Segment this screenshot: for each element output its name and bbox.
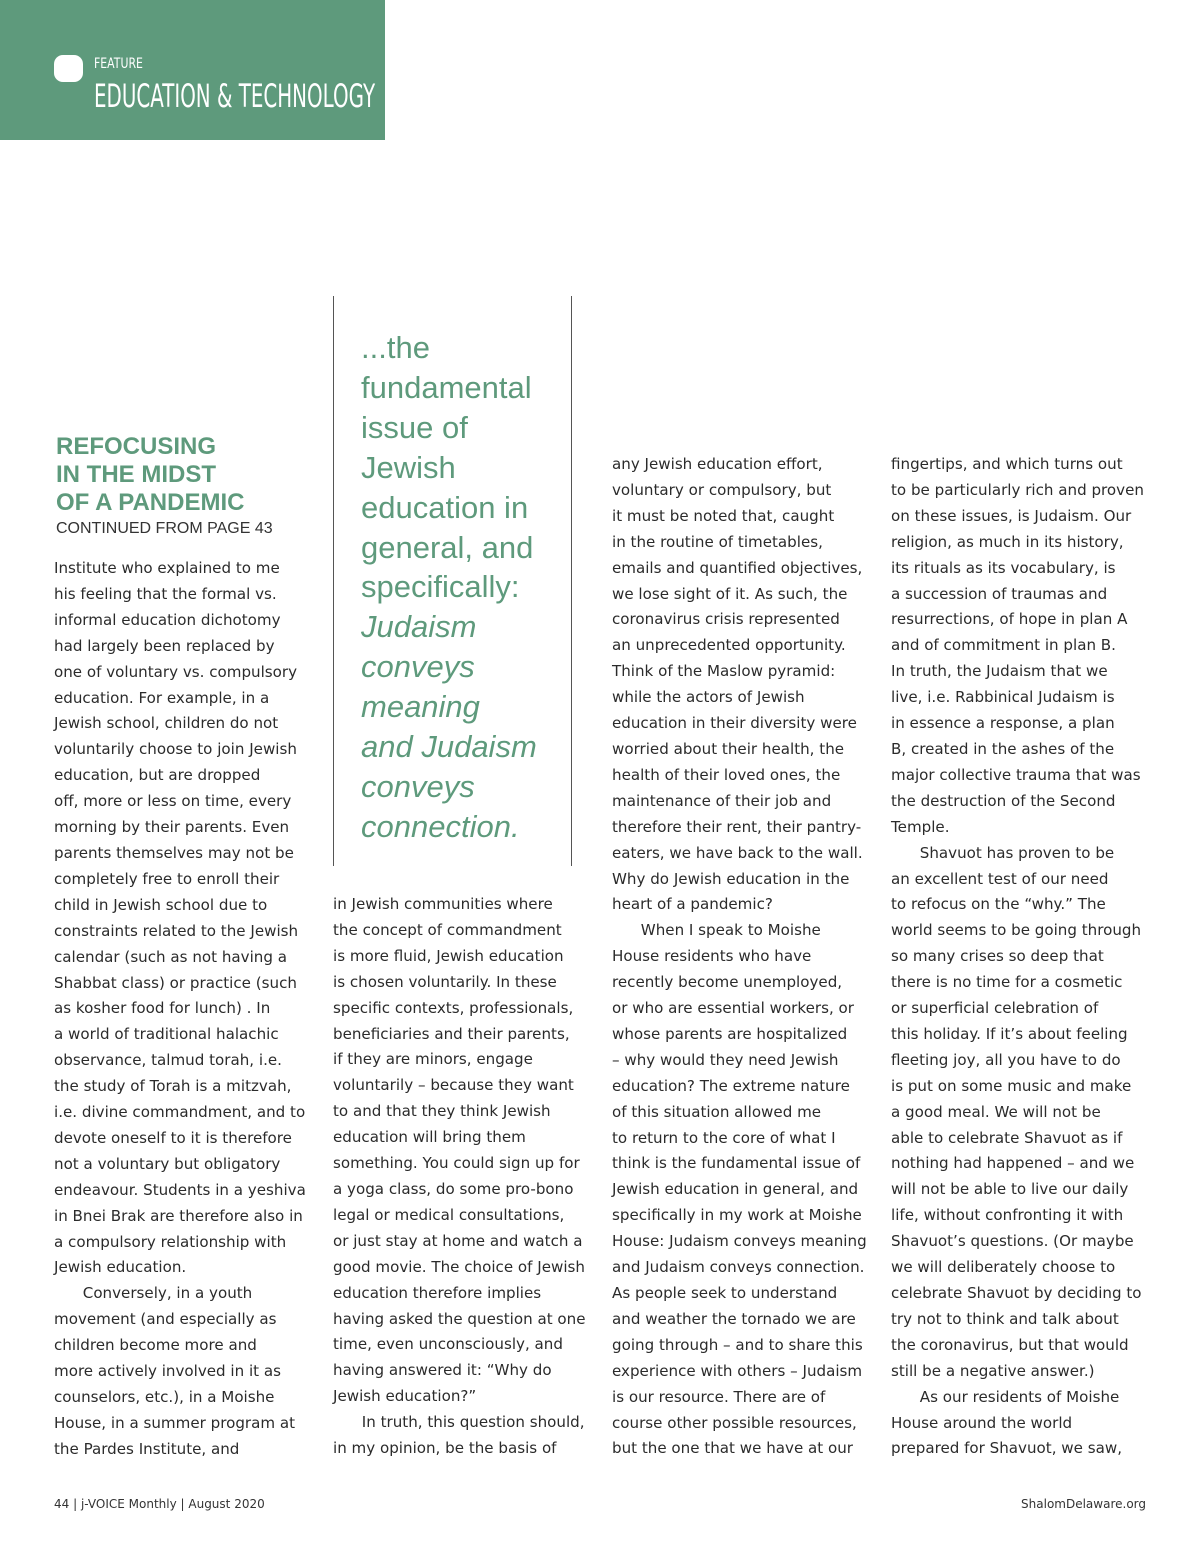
body-text-line: children become more and	[54, 1336, 257, 1355]
pullquote-right-rule	[571, 296, 572, 866]
body-text-line: think is the fundamental issue of	[612, 1154, 861, 1173]
body-text-line: or superficial celebration of	[891, 999, 1099, 1018]
headline-line: REFOCUSING	[56, 433, 217, 460]
body-text-line: not a voluntary but obligatory	[54, 1154, 281, 1173]
text-column-2	[333, 892, 586, 1462]
body-text-line: legal or medical consultations,	[333, 1205, 565, 1224]
body-text-line: on these issues, is Judaism. Our	[891, 506, 1132, 525]
body-text-line: world seems to be going through	[891, 921, 1142, 940]
body-text-line: House residents who have	[612, 947, 812, 966]
body-text-line: House: Judaism conveys meaning	[612, 1232, 867, 1251]
body-text-line: heart of a pandemic?	[612, 895, 773, 914]
body-text-line: Jewish education in general, and	[612, 1180, 859, 1199]
body-text-line: in Jewish communities where	[333, 895, 553, 913]
banner-kicker: FEATURE	[94, 56, 143, 72]
body-text-line: a world of traditional halachic	[54, 1025, 279, 1044]
body-text-line: and weather the tornado we are	[612, 1309, 856, 1328]
body-text-line: in Bnei Brak are therefore also in	[54, 1206, 303, 1225]
pullquote-line: connection.	[361, 808, 520, 844]
body-text-line: whose parents are hospitalized	[612, 1024, 848, 1043]
body-text-line: in essence a response, a plan	[891, 714, 1115, 733]
pullquote-left-rule	[333, 296, 334, 866]
body-text-line: his feeling that the formal vs.	[54, 584, 277, 603]
body-text-line: emails and quantified objectives,	[612, 558, 863, 577]
body-text-line: When I speak to Moishe	[612, 921, 821, 940]
body-text-line: parents themselves may not be	[54, 843, 294, 862]
body-text-line: in my opinion, be the basis of	[333, 1439, 557, 1458]
article-headline	[56, 433, 316, 517]
body-text-line: Why do Jewish education in the	[612, 869, 850, 888]
body-text-line: Think of the Maslow pyramid:	[612, 662, 836, 681]
footer-website: ShalomDelaware.org	[1021, 1497, 1146, 1511]
body-text-line: its rituals as its vocabulary, is	[891, 558, 1116, 577]
body-text-line: the concept of commandment	[333, 920, 562, 939]
body-text-line: still be a negative answer.)	[891, 1361, 1095, 1380]
body-text-line: to and that they think Jewish	[333, 1102, 551, 1121]
body-text-line: B, created in the ashes of the	[891, 739, 1115, 758]
body-text-line: to return to the core of what I	[612, 1128, 836, 1147]
body-text-line: celebrate Shavuot by deciding to	[891, 1284, 1142, 1302]
pull-quote	[361, 328, 566, 847]
body-text-line: nothing had happened – and we	[891, 1154, 1135, 1173]
body-text-line: in the routine of timetables,	[612, 532, 823, 551]
pullquote-line: conveys	[361, 768, 475, 804]
body-text-line: Conversely, in a youth	[54, 1284, 253, 1303]
body-text-line: while the actors of Jewish	[612, 688, 805, 707]
body-text-line: education will bring them	[333, 1128, 526, 1147]
body-text-line: – why would they need Jewish	[612, 1050, 839, 1069]
body-text-line: or who are essential workers, or	[612, 999, 854, 1018]
pullquote-line: issue of	[361, 409, 468, 445]
body-text-line: a succession of traumas and	[891, 584, 1108, 603]
body-text-line: try not to think and talk about	[891, 1309, 1119, 1328]
body-text-line: an excellent test of our need	[891, 869, 1109, 888]
body-text-line: health of their loved ones, the	[612, 765, 841, 784]
body-text-line: will not be able to live our daily	[891, 1180, 1129, 1199]
body-text-line: something. You could sign up for	[333, 1154, 580, 1173]
body-text-line: Jewish school, children do not	[54, 714, 279, 733]
body-text-line: House, in a summer program at	[54, 1413, 296, 1432]
body-text-line: having asked the question at one	[333, 1309, 586, 1328]
body-text-line: and of commitment in plan B.	[891, 636, 1116, 655]
body-text-line: life, without confronting it with	[891, 1206, 1124, 1225]
body-text-line: and Judaism conveys connection.	[612, 1258, 865, 1277]
headline-line: OF A PANDEMIC	[56, 489, 245, 516]
body-text-line: movement (and especially as	[54, 1310, 277, 1329]
body-text-line: maintenance of their job and	[612, 791, 832, 810]
footer-folio: 44 | j-VOICE Monthly | August 2020	[54, 1497, 265, 1511]
body-text-line: a good meal. We will not be	[891, 1102, 1101, 1121]
body-text-line: able to celebrate Shavuot as if	[891, 1128, 1123, 1147]
body-text-line: an unprecedented opportunity.	[612, 636, 846, 655]
body-text-line: is our resource. There are of	[612, 1387, 826, 1406]
body-text-line: the Pardes Institute, and	[54, 1439, 240, 1458]
section-banner	[0, 0, 385, 140]
pullquote-line: general, and	[361, 529, 534, 565]
body-text-line: religion, as much in its history,	[891, 532, 1124, 551]
body-text-line: As our residents of Moishe	[891, 1387, 1120, 1406]
body-text-line: had largely been replaced by	[54, 636, 275, 655]
body-text-line: Shavuot has proven to be	[891, 843, 1115, 862]
body-text-line: one of voluntary vs. compulsory	[54, 662, 298, 681]
body-text-line: recently become unemployed,	[612, 973, 843, 992]
body-text-line: calendar (such as not having a	[54, 947, 287, 966]
body-text-line: beneficiaries and their parents,	[333, 1024, 570, 1043]
body-text-line: any Jewish education effort,	[612, 455, 823, 473]
body-text-line: as kosher food for lunch) . In	[54, 999, 271, 1018]
body-text-line: education in their diversity were	[612, 714, 857, 733]
body-text-line: Shavuot’s questions. (Or maybe	[891, 1232, 1134, 1251]
body-text-line: good movie. The choice of Jewish	[333, 1257, 585, 1276]
body-text-line: education. For example, in a	[54, 688, 270, 707]
body-text-line: Shabbat class) or practice (such	[54, 973, 297, 992]
body-text-line: coronavirus crisis represented	[612, 610, 840, 629]
body-text-line: time, even unconsciously, and	[333, 1335, 563, 1354]
body-text-line: resurrections, of hope in plan A	[891, 610, 1128, 629]
body-text-line: to refocus on the “why.” The	[891, 895, 1106, 914]
text-column-3	[612, 452, 867, 1462]
body-text-line: morning by their parents. Even	[54, 818, 290, 837]
body-text-line: to be particularly rich and proven	[891, 480, 1144, 499]
body-text-line: is more fluid, Jewish education	[333, 946, 564, 965]
body-text-line: off, more or less on time, every	[54, 792, 292, 811]
body-text-line: Temple.	[891, 817, 950, 836]
body-text-line: this holiday. If it’s about feeling	[891, 1024, 1128, 1043]
body-text-line: voluntarily choose to join Jewish	[54, 740, 297, 759]
body-text-line: education? The extreme nature	[612, 1076, 850, 1095]
body-text-line: worried about their health, the	[612, 739, 845, 758]
body-text-line: In truth, this question should,	[333, 1413, 585, 1432]
body-text-line: education therefore implies	[333, 1283, 542, 1302]
pullquote-line: education in	[361, 489, 529, 525]
body-text-line: completely free to enroll their	[54, 869, 280, 888]
body-text-line: informal education dichotomy	[54, 610, 281, 629]
body-text-line: the coronavirus, but that would	[891, 1335, 1129, 1354]
body-text-line: child in Jewish school due to	[54, 895, 268, 914]
body-text-line: it must be noted that, caught	[612, 506, 835, 525]
body-text-line: a compulsory relationship with	[54, 1232, 287, 1251]
body-text-line: a yoga class, do some pro-bono	[333, 1179, 574, 1198]
pullquote-line: specifically:	[361, 569, 520, 605]
body-text-line: live, i.e. Rabbinical Judaism is	[891, 688, 1115, 707]
body-text-line: we lose sight of it. As such, the	[612, 584, 848, 603]
pullquote-line: meaning	[361, 689, 480, 725]
body-text-line: education, but are dropped	[54, 766, 261, 785]
body-text-line: Jewish education?”	[333, 1387, 477, 1406]
body-text-line: constraints related to the Jewish	[54, 921, 299, 940]
banner-section-title: EDUCATION & TECHNOLOGY	[94, 77, 376, 115]
body-text-line: or just stay at home and watch a	[333, 1231, 583, 1250]
body-text-line: so many crises so deep that	[891, 947, 1104, 966]
body-text-line: specifically in my work at Moishe	[612, 1206, 862, 1225]
body-text-line: the destruction of the Second	[891, 791, 1116, 810]
body-text-line: eaters, we have back to the wall.	[612, 843, 863, 862]
body-text-line: observance, talmud torah, i.e.	[54, 1051, 282, 1070]
body-text-line: i.e. divine commandment, and to	[54, 1103, 306, 1122]
body-text-line: In truth, the Judaism that we	[891, 662, 1108, 681]
body-text-line: course other possible resources,	[612, 1413, 857, 1432]
body-text-line: Jewish education.	[54, 1258, 187, 1277]
body-text-line: if they are minors, engage	[333, 1050, 533, 1069]
body-text-line: prepared for Shavuot, we saw,	[891, 1439, 1122, 1458]
body-text-line: counselors, etc.), in a Moishe	[54, 1388, 275, 1406]
body-text-line: but the one that we have at our	[612, 1439, 853, 1458]
body-text-line: there is no time for a cosmetic	[891, 973, 1123, 992]
body-text-line: we will deliberately choose to	[891, 1258, 1116, 1277]
body-text-line: specific contexts, professionals,	[333, 998, 574, 1017]
body-text-line: House around the world	[891, 1413, 1073, 1432]
body-text-line: fingertips, and which turns out	[891, 455, 1123, 473]
body-text-line: As people seek to understand	[612, 1284, 838, 1302]
pullquote-line: Judaism	[361, 609, 477, 645]
body-text-line: voluntary or compulsory, but	[612, 480, 832, 499]
body-text-line: devote oneself to it is therefore	[54, 1128, 292, 1147]
body-text-line: going through – and to share this	[612, 1335, 863, 1354]
body-text-line: experience with others – Judaism	[612, 1361, 863, 1380]
pullquote-line: conveys	[361, 649, 475, 685]
body-text-line: is put on some music and make	[891, 1076, 1132, 1095]
body-text-line: of this situation allowed me	[612, 1102, 822, 1121]
pullquote-line: fundamental	[361, 369, 532, 405]
body-text-line: fleeting joy, all you have to do	[891, 1050, 1121, 1069]
text-column-4	[891, 452, 1144, 1462]
rounded-square-icon	[54, 55, 83, 82]
body-text-line: endeavour. Students in a yeshiva	[54, 1180, 306, 1199]
body-text-line: major collective trauma that was	[891, 765, 1141, 784]
continued-note: CONTINUED FROM PAGE 43	[56, 520, 273, 537]
body-text-line: having answered it: “Why do	[333, 1361, 552, 1380]
body-text-line: voluntarily – because they want	[333, 1076, 574, 1095]
body-text-line: Institute who explained to me	[54, 559, 280, 577]
body-text-line: the study of Torah is a mitzvah,	[54, 1077, 292, 1096]
body-text-line: is chosen voluntarily. In these	[333, 972, 557, 991]
pullquote-line: ...the	[361, 330, 430, 365]
pullquote-line: and Judaism	[361, 729, 537, 765]
pullquote-line: Jewish	[361, 449, 456, 485]
body-text-line: more actively involved in it as	[54, 1362, 281, 1381]
body-text-line: therefore their rent, their pantry-	[612, 817, 862, 836]
text-column-1	[54, 556, 306, 1463]
headline-line: IN THE MIDST	[56, 461, 216, 488]
